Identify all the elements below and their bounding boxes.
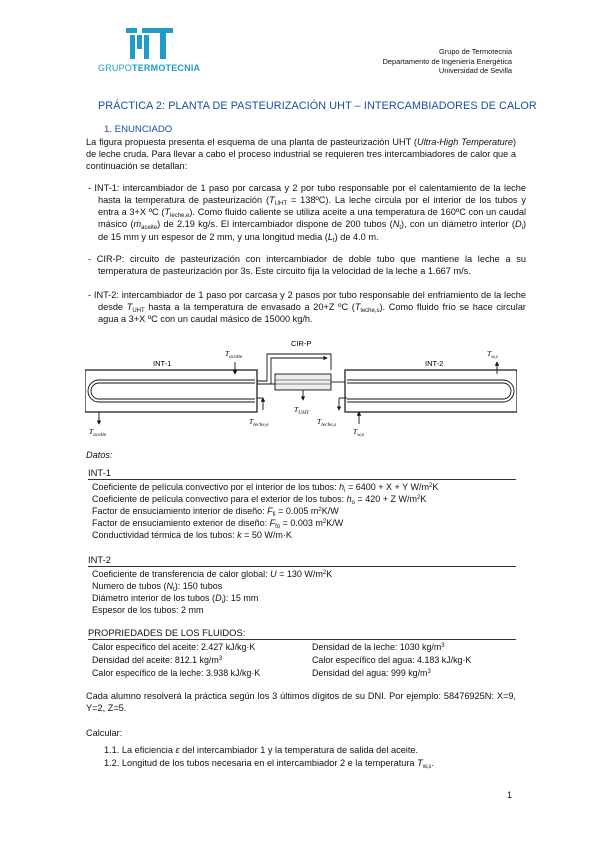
t-aceite-in-label: $T_{aceite}$ (225, 349, 243, 360)
int2-label: INT-2 (425, 359, 444, 368)
bullet-int1: - INT-1: intercambiador de 1 paso por carcasa y 2 por tubo responsable por el calentamiento de la leche hasta la temperatura de pasteurización ($T_{UHT}$ = 138ºC). La leche circula por el interior de los tubos y entra a 3+X ºC $(T_{leche,e})$. Como fluido caliente se utiliza aceite a una temperatura de 160ºC con un caudal másico (ṁ$_{aceite}$) de 2.19 kg/s. El intercambiador dispone de 200 tubos $(N_t)$, con un diámetro interior $(D_i)$ de 15 mm y un espesor de 2 mm, y una longitud media $(L_t)$ de 4.0 m. (88, 183, 526, 244)
int1-shell (85, 370, 257, 412)
t-aceite-out-label: $T_{aceite}$ (89, 427, 107, 438)
section-heading-enunciado: 1. ENUNCIADO (104, 124, 173, 135)
int1-rule (88, 479, 516, 480)
t-uht-label: $T_{UHT}$ (294, 405, 310, 416)
int1-line-ffo: Factor de ensuciamiento exterior de diseño: $F_{fo} = 0.003$ $m^2K/W$ (92, 518, 344, 530)
int2-line-nt: Numero de tubos $(N_t)$: 150 tubos (92, 581, 223, 593)
int1-line-ho: Coeficiente de película convectivo para el exterior de los tubos: $h_o = 420 + Z$ $W/m^2K$ (92, 494, 427, 506)
page-number: 1 (507, 790, 513, 800)
props-title: PROPRIEDADES DE LOS FLUIDOS: (88, 627, 246, 638)
int2-shell (345, 370, 517, 412)
cirp-exchanger (275, 374, 331, 390)
int1-block-title: INT-1 (88, 467, 111, 478)
cirp-label: CIR-P (291, 340, 312, 348)
t-w-e-label: $T_{w,e}$ (353, 427, 365, 438)
prop-cp-aceite: Calor específico del aceite: 2.427 kJ/kg·K (92, 642, 256, 652)
props-rule (88, 639, 516, 640)
int1-label: INT-1 (153, 359, 172, 368)
dni-paragraph: Cada alumno resolverá la práctica según los 3 últimos dígitos de su DNI. Por ejemplo: 58476925N: X=9, Y=2, Z=5. (86, 691, 516, 714)
datos-label: Datos: (86, 450, 113, 460)
prop-rho-aceite: Densidad del aceite: 812.1 $kg/m^3$ (92, 655, 223, 665)
int1-line-hi: Coeficiente de película convectivo por el interior de los tubos: $h_i = 6400 + X + Y$ $W/m^2K$ (92, 482, 439, 494)
int2-line-u: Coeficiente de transferencia de calor global: U = 130 $W/m^2K$ (92, 569, 333, 579)
prop-rho-agua: Densidad del agua: 999 $kg/m^3$ (312, 668, 431, 678)
bullet-cirp: - CIR-P: circuito de pasteurización con intercambiador de doble tubo que mantiene la leche a su temperatura de pasteurización por 3s. Este circuito fija la velocidad de la leche a 1.667 m/s. (88, 254, 526, 277)
int2-line-espesor: Espesor de los tubos: 2 mm (92, 605, 204, 615)
institution-line-2: Departamento de Ingeniería Energética (382, 56, 512, 66)
prop-cp-leche: Calor específico de la leche: 3.938 kJ/kg·K (92, 668, 261, 678)
calcular-label: Calcular: (86, 728, 123, 738)
bullet-int2: - INT-2: intercambiador de 1 paso por carcasa y 2 pasos por tubo responsable del enfriamiento de la leche desde $T_{UHT}$ hasta a la temperatura de envasado a 20+Z ºC $(T_{leche,s})$. Como fluido frío se hace circular agua a 3+X ºC con un caudal másico de 15000 kg/h. (88, 290, 526, 325)
int1-line-k: Conductividad térmica de los tubos: k = 50 W/m·K (92, 530, 292, 540)
t-leche-s-label: $T_{leche,s}$ (317, 417, 337, 428)
prop-rho-leche: Densidad de la leche: 1030 $kg/m^3$ (312, 642, 445, 652)
institution-line-3: Universidad de Sevilla (438, 66, 512, 76)
plant-diagram (85, 340, 517, 440)
task-1-2: 1.2. Longitud de los tubos necesaria en el intercambiador 2 e la temperatura $T_{w,s}$. (104, 758, 434, 770)
int2-line-di: Diámetro interior de los tubos $(D_i)$: 15 mm (92, 593, 259, 605)
task-1-1: 1.1. La eficiencia ε del intercambiador 1 y la temperatura de salida del aceite. (104, 745, 419, 755)
logo-text: GRUPOTERMOTECNIA (98, 63, 201, 73)
t-w-s-label: $T_{w,s}$ (487, 349, 498, 360)
t-leche-e-label: $T_{leche,e}$ (249, 417, 269, 428)
int2-rule (88, 566, 516, 567)
institution-line-1: Grupo de Termotecnia (439, 47, 512, 56)
int2-block-title: INT-2 (88, 554, 111, 565)
institution-block (383, 47, 512, 76)
int1-line-ffi: Factor de ensuciamiento interior de diseño: $F_{fi} = 0.005$ $m^2K/W$ (92, 506, 339, 518)
intro-paragraph: La figura propuesta presenta el esquema de una planta de pasteurización UHT (Ultra-High Temperature) de leche cruda. Para llevar a cabo el proceso industrial se requieren tres intercambiadores de calor que a continuación se detallan: (86, 137, 516, 172)
prop-cp-agua: Calor específico del agua: 4.183 kJ/kg·K (312, 655, 472, 665)
page-title: PRÁCTICA 2: PLANTA DE PASTEURIZACIÓN UHT – INTERCAMBIADORES DE CALOR (98, 100, 537, 112)
